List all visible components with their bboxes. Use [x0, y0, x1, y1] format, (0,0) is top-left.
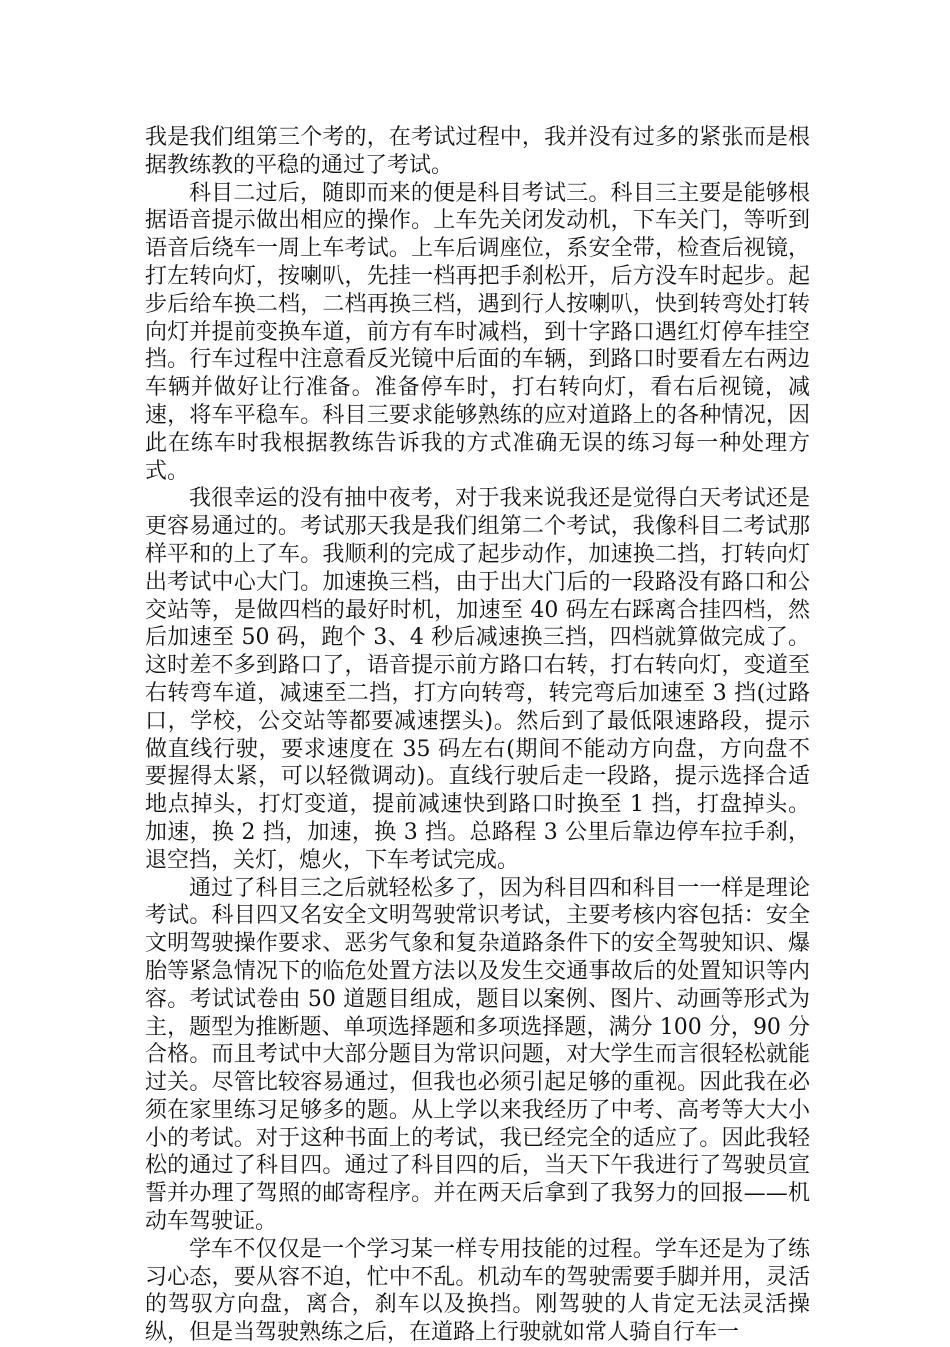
paragraph-1: 我是我们组第三个考的，在考试过程中，我并没有过多的紧张而是根据教练教的平稳的通过了考试。: [145, 125, 810, 178]
paragraph-3: 我很幸运的没有抽中夜考，对于我来说我还是觉得白天考试还是更容易通过的。考试那天我是我们组第二个考试，我像科目二考试那样平和的上了车。我顺利的完成了起步动作，加速换二挡，打转向灯出考试中心大门。加速换三档，由于出大门后的一段路没有路口和公交站等，是做四档的最好时机，加速至 40 码左右踩离合挂四档，然后加速至 50 码，跑个 3、4 秒后减速换三挡，四档就算做完成了。这时差不多到路口了，语音提示前方路口右转，打右转向灯，变道至右转弯车道，减速至二挡，打方向转弯，转完弯后加速至 3 挡(过路口，学校，公交站等都要减速摆头)。然后到了最低限速路段，提示做直线行驶，要求速度在 35 码左右(期间不能动方向盘，方向盘不要握得太紧，可以轻微调动)。直线行驶后走一段路，提示选择合适地点掉头，打灯变道，提前减速快到路口时换至 1 挡，打盘掉头。加速，换 2 挡，加速，换 3 挡。总路程 3 公里后靠边停车拉手刹，退空挡，关灯，熄火，下车考试完成。: [145, 486, 810, 873]
paragraph-4: 通过了科目三之后就轻松多了，因为科目四和科目一一样是理论考试。科目四又名安全文明驾驶常识考试，主要考核内容包括：安全文明驾驶操作要求、恶劣气象和复杂道路条件下的安全驾驶知识、爆胎等紧急情况下的临危处置方法以及发生交通事故后的处置知识等内容。考试试卷由 50 道题目组成，题目以案例、图片、动画等形式为主，题型为推断题、单项选择题和多项选择题，满分 100 分，90 分合格。而且考试中大部分题目为常识问题，对大学生而言很轻松就能过关。尽管比较容易通过，但我也必须引起足够的重视。因此我在必须在家里练习足够多的题。从上学以来我经历了中考、高考等大大小小的考试。对于这种书面上的考试，我已经完全的适应了。因此我轻松的通过了科目四。通过了科目四的后，当天下午我进行了驾驶员宣誓并办理了驾照的邮寄程序。并在两天后拿到了我努力的回报——机动车驾驶证。: [145, 875, 810, 1235]
paragraph-5: 学车不仅仅是一个学习某一样专用技能的过程。学车还是为了练习心态，要从容不迫，忙中不乱。机动车的驾驶需要手脚并用，灵活的驾驭方向盘，离合，刹车以及换挡。刚驾驶的人肯定无法灵活操纵，但是当驾驶熟练之后，在道路上行驶就如常人骑自行车一: [145, 1236, 810, 1346]
document-page: [145, 124, 810, 1347]
paragraph-2: 科目二过后，随即而来的便是科目考试三。科目三主要是能够根据语音提示做出相应的操作。上车先关闭发动机，下车关门，等听到语音后绕车一周上车考试。上车后调座位，系安全带，检查后视镜，打左转向灯，按喇叭，先挂一档再把手刹松开，后方没车时起步。起步后给车换二档，二档再换三档，遇到行人按喇叭，快到转弯处打转向灯并提前变换车道，前方有车时减档，到十字路口遇红灯停车挂空挡。行车过程中注意看反光镜中后面的车辆，到路口时要看左右两边车辆并做好让行准备。准备停车时，打右转向灯，看右后视镜，减速，将车平稳车。科目三要求能够熟练的应对道路上的各种情况，因此在练车时我根据教练告诉我的方式准确无误的练习每一种处理方式。: [145, 180, 810, 484]
